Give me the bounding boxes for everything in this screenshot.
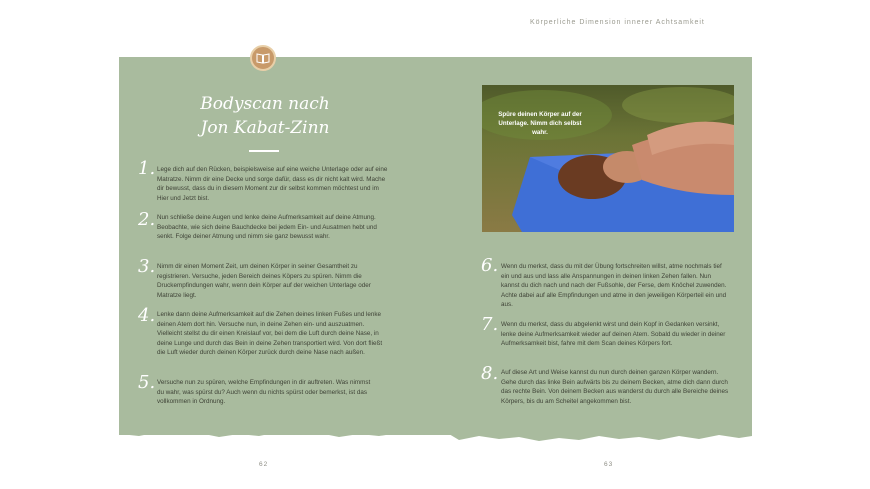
torn-paper-edge [119,426,752,446]
title-underline [249,150,279,152]
step-text: Nimm dir einen Moment Zeit, um deinen Körper in seiner Gesamtheit zu registrieren. Versuche, jeden Bereich deines Köpers zu spüren. Nimm die Druckempfindungen wahr, wenn dein Körper auf der weichen Unterlage oder Matratze liegt. [157,263,371,299]
step-number: 8. [481,363,499,384]
page-number-left: 62 [259,461,269,468]
step-text: Lege dich auf den Rücken, beispielsweise auf eine weiche Unterlage oder auf eine Matratze. Nimm dir eine Decke und sorge dafür, dass es dir nicht kalt wird. Mache dir bewusst, dass du in diesem Moment zur dir selbst kommen möchtest und im Hier und Jetzt bist. [157,166,388,202]
step-number: 4. [138,305,156,326]
step-text: Auf diese Art und Weise kannst du nun durch deinen ganzen Körper wandern. Gehe durch das linke Bein aufwärts bis zu deinem Becken, atme dich dann durch das rechte Bein. Von deinem Becken aus wanderst du durch alle Bereiche deines Körpers, bis du am Scheitel angekommen bist. [501,369,729,405]
photo-caption: Spüre deinen Körper auf der Unterlage. Nimm dich selbst wahr. [498,111,582,136]
running-header: Körperliche Dimension innerer Achtsamkeit [530,19,705,26]
page-title [200,92,330,140]
title-line-1: Bodyscan nach [200,94,330,114]
step-number: 5. [138,372,156,393]
step-text: Nun schließe deine Augen und lenke deine Aufmerksamkeit auf deine Atmung. Beobachte, wie sich deine Bauchdecke bei jedem Ein- und Ausatmen hebt und senkt. Folge deiner Atmung und nimm sie ganz bewusst wahr. [157,214,377,241]
photo-woman-on-mat [482,85,734,232]
book-icon [250,45,276,71]
step-number: 7. [481,314,499,335]
step-text: Versuche nun zu spüren, welche Empfindungen in dir auftreten. Was nimmst du wahr, was spürst du? Auch wenn du nichts spürst oder bemerkst, ist das vollkommen in Ordnung. [157,379,371,406]
step-number: 2. [138,209,156,230]
step-number: 3. [138,256,156,277]
page-number-right: 63 [604,461,614,468]
step-text: Wenn du merkst, dass du abgelenkt wirst und dein Kopf in Gedanken versinkt, lenke deine Aufmerksamkeit wieder auf deinen Atem. Sobald du wieder in deiner Aufmerksamkeit bist, fahre mit dem Scan deines Körpers fort. [501,321,726,348]
title-line-2: Jon Kabat-Zinn [200,118,330,138]
step-text: Wenn du merkst, dass du mit der Übung fortschreiten willst, atme nochmals tief ein und aus und lass alle Anspannungen in deinen linken Zehen fallen. Nun kannst du dich nach und nach der Fußsohle, der Ferse, dem Knöchel zuwenden. Achte dabei auf alle Empfindungen und atme in den jeweiligen Körperteil ein und aus. [501,263,727,309]
step-number: 1. [138,158,156,179]
step-number: 6. [481,255,499,276]
step-text: Lenke dann deine Aufmerksamkeit auf die Zehen deines linken Fußes und lenke deinen Atem dort hin. Versuche nun, in deine Zehen ein- und auszuatmen. Vielleicht stellst du dir einen Kreislauf vor, bei dem die Luft durch deine Nase, in deine Lunge und durch das Bein in deine Zehen transportiert wird. Von dort fließt die Luft wieder durch deinen Körper zurück durch deine Nase nach außen. [157,311,383,357]
